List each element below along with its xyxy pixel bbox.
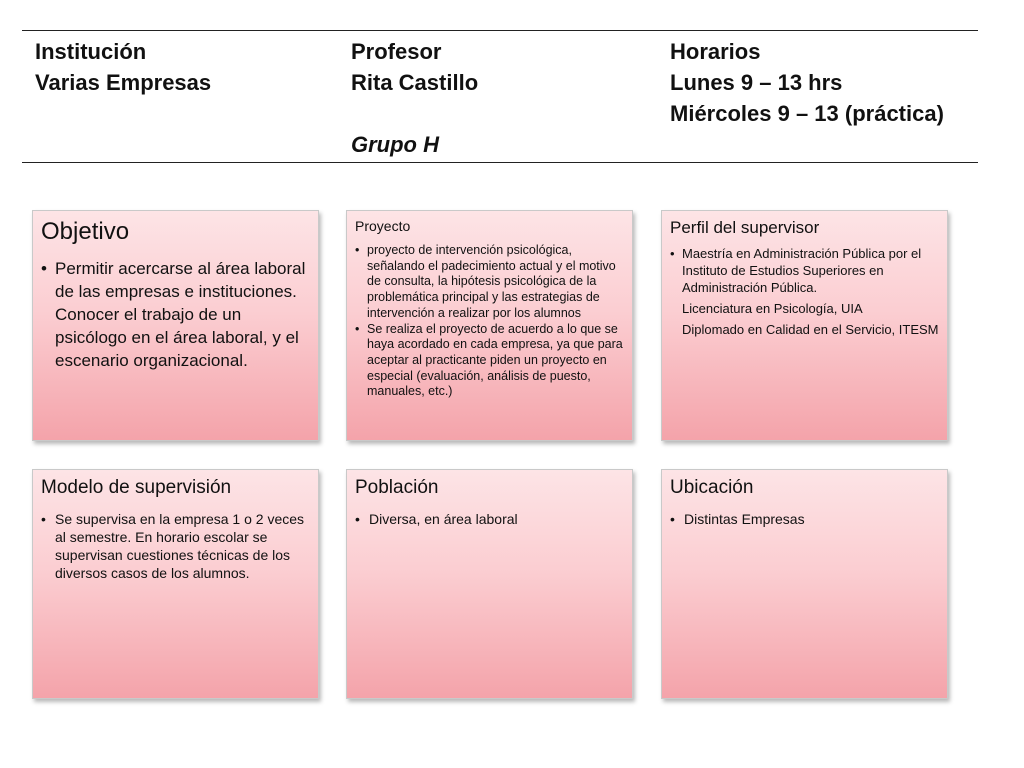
card-poblacion: [346, 469, 633, 699]
card-perfil-list: [670, 245, 939, 296]
card-proyecto-list: [355, 243, 624, 400]
bullet-icon: •: [355, 511, 360, 527]
card-objetivo-title: Objetivo: [41, 218, 130, 245]
card-objetivo-list: [41, 257, 310, 372]
header-institucion: [35, 36, 211, 98]
card-modelo-title: Modelo de supervisión: [41, 477, 232, 498]
card-ubicacion: [661, 469, 948, 699]
card-poblacion-list: [355, 510, 624, 528]
card-proyecto: [346, 210, 633, 441]
list-item: [670, 510, 939, 528]
list-item-text: Distintas Empresas: [684, 511, 805, 527]
list-item-text: proyecto de intervención psicológica, señalando el padecimiento actual y el motivo de consulta, la hipótesis psicológica de la problemática principal y las estrategias de intervención a realizar por los alumnos: [367, 243, 616, 320]
list-item: [41, 257, 310, 372]
card-ubicacion-title: Ubicación: [670, 477, 754, 498]
list-item-text: Se realiza el proyecto de acuerdo a lo que se haya acordado en cada empresa, ya que para aceptar al practicante piden un proyecto en especial (evaluación, análisis de puesto, manuales, etc.): [367, 321, 623, 399]
bullet-icon: •: [41, 259, 47, 278]
bullet-icon: •: [355, 243, 360, 257]
perfil-diplomado: Diplomado en Calidad en el Servicio, ITESM: [682, 322, 939, 337]
header-profesor: [351, 36, 478, 160]
bullet-icon: •: [670, 511, 675, 527]
card-proyecto-title: Proyecto: [355, 218, 411, 234]
horarios-label: Horarios: [670, 39, 761, 64]
profesor-value: Rita Castillo: [351, 70, 479, 95]
header-horarios: [670, 36, 944, 129]
list-item: [355, 243, 624, 322]
card-modelo-list: [41, 510, 310, 582]
list-item-text: Maestría en Administración Pública por el Instituto de Estudios Superiores en Administración Pública.: [682, 246, 922, 295]
horarios-line-2: Miércoles 9 – 13 (práctica): [670, 101, 944, 126]
institucion-label: Institución: [35, 39, 147, 64]
horarios-line-1: Lunes 9 – 13 hrs: [670, 70, 843, 95]
list-item: [355, 510, 624, 528]
card-poblacion-title: Población: [355, 477, 439, 498]
profesor-label: Profesor: [351, 39, 442, 64]
bullet-icon: •: [355, 321, 360, 336]
list-item: [355, 322, 624, 401]
list-item-text: Permitir acercarse al área laboral de las empresas e instituciones. Conocer el trabajo de un psicólogo en el área laboral, y el escenario organizacional.: [55, 259, 306, 370]
card-objetivo: [32, 210, 319, 441]
card-ubicacion-list: [670, 510, 939, 528]
grupo-value: Grupo H: [351, 132, 439, 157]
institucion-value: Varias Empresas: [35, 70, 212, 95]
card-perfil-title: Perfil del supervisor: [670, 218, 820, 237]
profesor-spacer: [351, 98, 478, 129]
list-item-text: Diversa, en área laboral: [369, 511, 518, 527]
bullet-icon: •: [670, 246, 675, 261]
perfil-licenciatura: Licenciatura en Psicología, UIA: [682, 301, 863, 316]
card-modelo-supervision: [32, 469, 319, 699]
header-bottom-rule: [22, 162, 978, 163]
list-item: [41, 510, 310, 582]
list-item: [670, 245, 939, 296]
list-item-text: Se supervisa en la empresa 1 o 2 veces al semestre. En horario escolar se supervisan cuestiones técnicas de los diversos casos de los alumnos.: [55, 511, 305, 581]
header-top-rule: [22, 30, 978, 31]
card-perfil-supervisor: [661, 210, 948, 441]
bullet-icon: •: [41, 511, 46, 527]
